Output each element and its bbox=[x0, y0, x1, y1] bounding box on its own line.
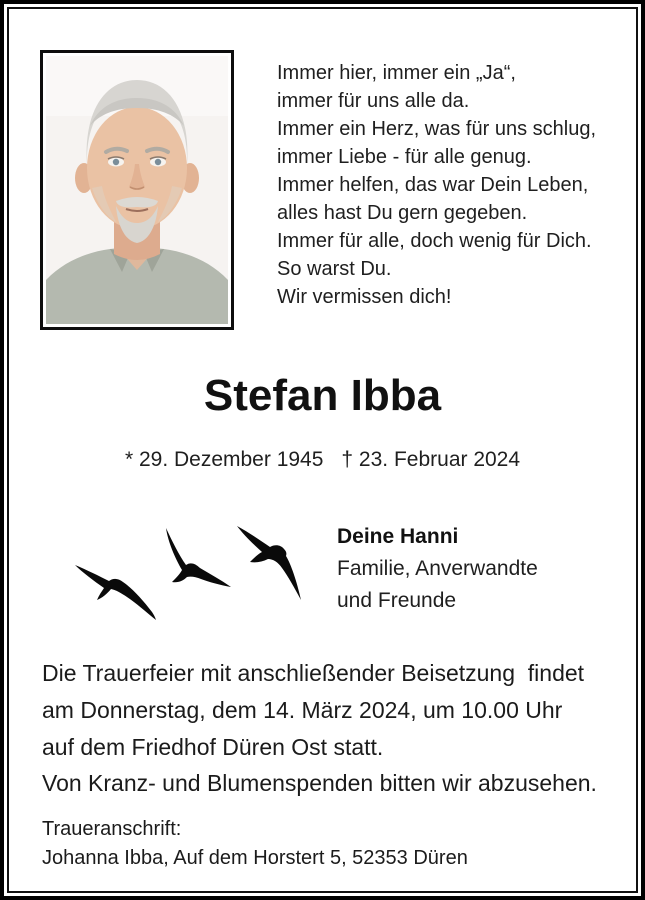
mourning-address bbox=[42, 815, 468, 873]
mourner-primary: Deine Hanni bbox=[337, 525, 459, 548]
mourner-line: und Freunde bbox=[337, 589, 457, 612]
inner-frame bbox=[7, 7, 638, 893]
poem-line: alles hast Du gern gegeben. bbox=[277, 202, 528, 224]
funeral-line: auf dem Friedhof Düren Ost statt. bbox=[42, 734, 384, 760]
life-dates bbox=[9, 448, 636, 472]
flying-birds-icon bbox=[55, 515, 320, 633]
poem-line: Immer für alle, doch wenig für Dich. bbox=[277, 230, 592, 252]
poem-line: Immer helfen, das war Dein Leben, bbox=[277, 174, 589, 196]
poem-line: immer für uns alle da. bbox=[277, 90, 470, 112]
poem-line: Wir vermissen dich! bbox=[277, 286, 452, 308]
death-date: † 23. Februar 2024 bbox=[341, 448, 521, 471]
memorial-poem bbox=[277, 59, 596, 311]
funeral-info bbox=[42, 655, 584, 766]
poem-line: Immer hier, immer ein „Ja“, bbox=[277, 62, 516, 84]
poem-line: immer Liebe - für alle genug. bbox=[277, 146, 532, 168]
portrait-illustration-icon bbox=[46, 56, 228, 324]
mourners-block bbox=[337, 521, 538, 617]
mourner-line: Familie, Anverwandte bbox=[337, 557, 538, 580]
birth-date: * 29. Dezember 1945 bbox=[124, 448, 324, 471]
poem-line: So warst Du. bbox=[277, 258, 392, 280]
funeral-line: Die Trauerfeier mit anschließender Beisetzung findet bbox=[42, 660, 585, 686]
flower-request: Von Kranz- und Blumenspenden bitten wir abzusehen. bbox=[42, 770, 597, 796]
address-label: Traueranschrift: bbox=[42, 818, 182, 840]
deceased-name: Stefan Ibba bbox=[203, 371, 442, 420]
poem-line: Immer ein Herz, was für uns schlug, bbox=[277, 118, 596, 140]
funeral-line: am Donnerstag, dem 14. März 2024, um 10.00 Uhr bbox=[42, 697, 563, 723]
portrait-photo bbox=[40, 50, 234, 330]
address-value: Johanna Ibba, Auf dem Horstert 5, 52353 Düren bbox=[42, 847, 468, 869]
